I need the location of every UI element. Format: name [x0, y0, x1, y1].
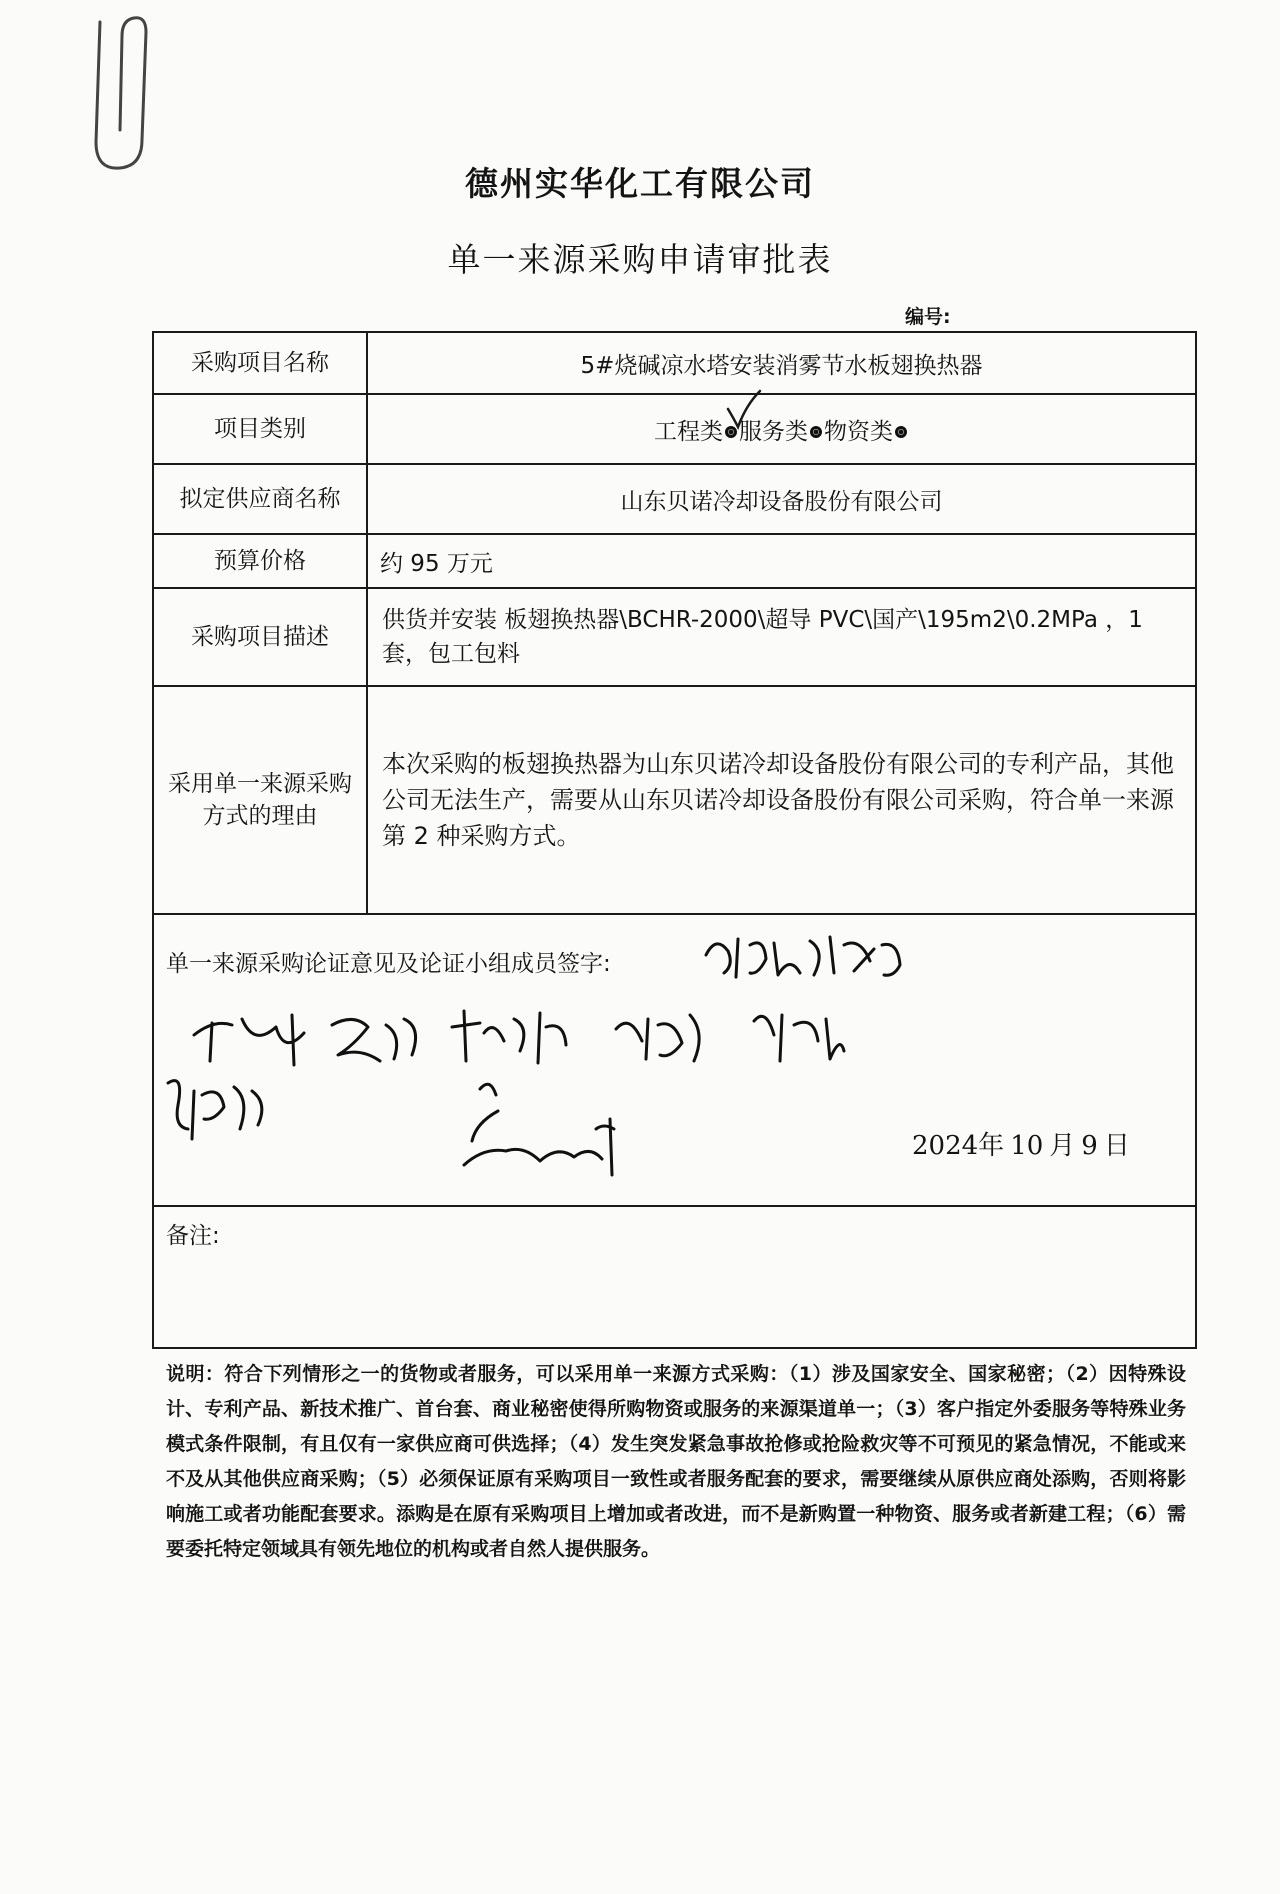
project-name-label: 采购项目名称 — [153, 332, 367, 394]
date-day: 9 — [1081, 1131, 1098, 1161]
date-month: 10 — [1010, 1131, 1044, 1161]
row-project-name — [153, 332, 1196, 394]
description-label: 采购项目描述 — [153, 588, 367, 686]
row-signatures — [153, 914, 1196, 1206]
check-mark-icon — [724, 387, 764, 433]
category-label: 项目类别 — [153, 394, 367, 464]
reason-value: 本次采购的板翅换热器为山东贝诺冷却设备股份有限公司的专利产品，其他公司无法生产，需要从山东贝诺冷却设备股份有限公司采购，符合单一来源第 2 种采购方式。 — [367, 686, 1196, 914]
radio-icon — [895, 426, 907, 438]
date-year-char: 年 — [978, 1131, 1005, 1161]
paper-clip-icon — [86, 12, 166, 172]
row-category — [153, 394, 1196, 464]
category-options — [367, 394, 1196, 464]
supplier-label: 拟定供应商名称 — [153, 464, 367, 534]
company-title: 德州实华化工有限公司 — [465, 164, 815, 203]
category-option-label: 服务类 — [739, 418, 808, 445]
row-budget — [153, 534, 1196, 588]
project-name-value: 5#烧碱凉水塔安装消雾节水板翅换热器 — [367, 332, 1196, 394]
category-option-label: 物资类 — [824, 418, 893, 445]
notes-label: 备注: — [166, 1223, 220, 1249]
description-value: 供货并安装 板翅换热器\BCHR-2000\超导 PVC\国产\195m2\0.2MPa ，1 套，包工包料 — [367, 588, 1196, 686]
row-description — [153, 588, 1196, 686]
supplier-value: 山东贝诺冷却设备股份有限公司 — [367, 464, 1196, 534]
signature-cell — [153, 914, 1196, 1206]
date-day-char: 日 — [1103, 1131, 1130, 1161]
signature-section-label: 单一来源采购论证意见及论证小组成员签字: — [166, 951, 611, 977]
reason-label: 采用单一来源采购方式的理由 — [153, 686, 367, 914]
explanation-text: 说明：符合下列情形之一的货物或者服务，可以采用单一来源方式采购：（1）涉及国家安全、国家秘密；（2）因特殊设计、专利产品、新技术推广、首台套、商业秘密使得所购物资或服务的来源渠道单一；（3）客户指定外委服务等特殊业务模式条件限制，有且仅有一家供应商可供选择；（4）发生突发紧急事故抢修或抢险救灾等不可预见的紧急情况，不能或来不及从其他供应商采购；（5）必须保证原有采购项目一致性或者服务配套的要求，需要继续从原供应商处添购，否则将影响施工或者功能配套要求。添购是在原有采购项目上增加或者改进，而不是新购置一种物资、服务或者新建工程；（6）需要委托特定领域具有领先地位的机构或者自然人提供服务。 — [166, 1363, 1186, 1560]
notes-cell — [153, 1206, 1196, 1348]
category-option-material[interactable] — [824, 419, 909, 445]
date-year: 2024 — [912, 1131, 979, 1161]
date-month-char: 月 — [1049, 1131, 1076, 1161]
form-title: 单一来源采购申请审批表 — [447, 240, 833, 279]
approval-form-table — [152, 331, 1197, 1349]
budget-label: 预算价格 — [153, 534, 367, 588]
budget-value: 约 95 万元 — [367, 534, 1196, 588]
row-supplier — [153, 464, 1196, 534]
signature-date — [912, 1125, 1130, 1162]
radio-icon — [810, 426, 822, 438]
category-option-engineering[interactable] — [654, 413, 739, 446]
category-option-label: 工程类 — [654, 418, 723, 445]
row-notes — [153, 1206, 1196, 1348]
serial-number-label: 编号: — [905, 306, 951, 328]
row-reason — [153, 686, 1196, 914]
